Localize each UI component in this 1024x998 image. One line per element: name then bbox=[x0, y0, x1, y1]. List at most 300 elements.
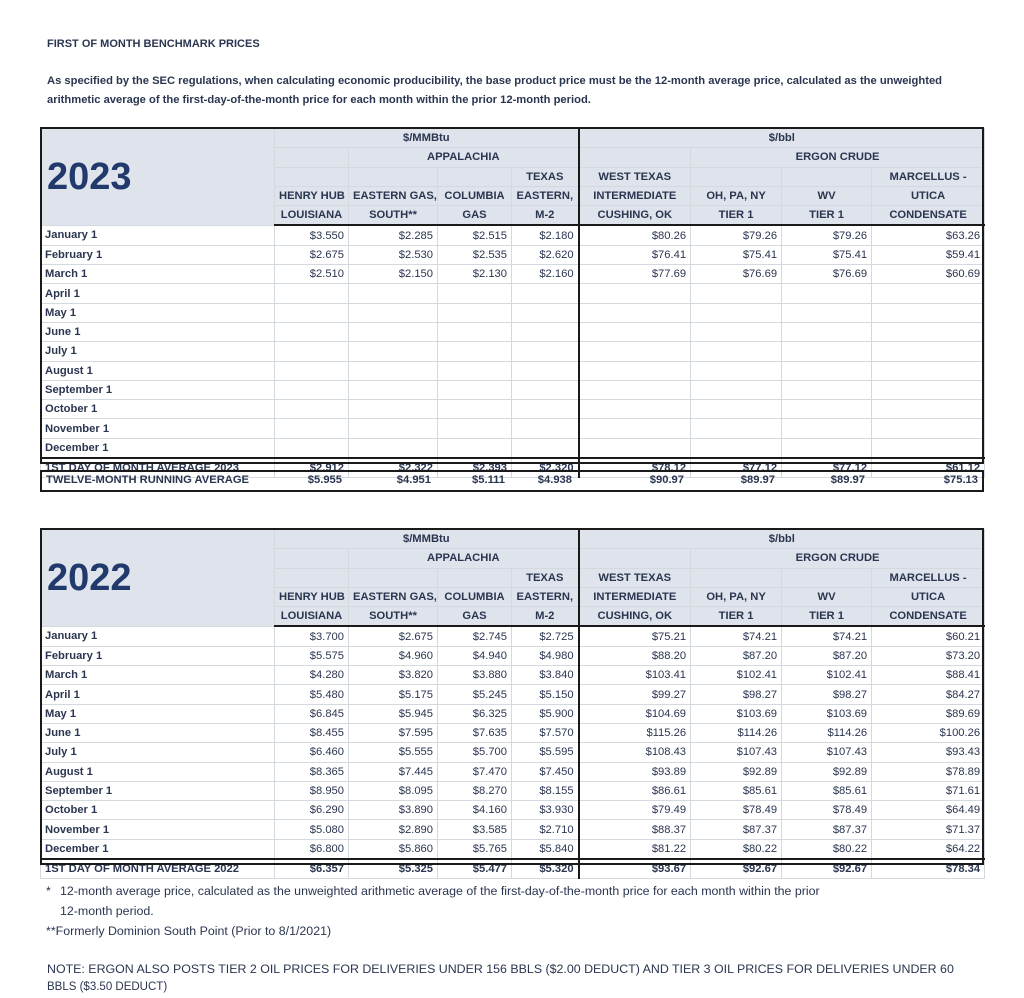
price-cell: $5.080 bbox=[275, 820, 349, 839]
price-cell: $5.900 bbox=[512, 704, 579, 723]
col-header: TIER 1 bbox=[691, 206, 782, 226]
price-cell: $85.61 bbox=[691, 781, 782, 800]
running-average-value: $4.938 bbox=[537, 474, 572, 486]
table-row bbox=[41, 419, 985, 438]
note-line-2: BBLS ($3.50 DEDUCT) bbox=[47, 981, 168, 993]
price-cell bbox=[512, 438, 579, 458]
price-cell: $73.20 bbox=[872, 646, 985, 665]
price-cell bbox=[691, 380, 782, 399]
table-row bbox=[41, 342, 985, 361]
col-header: LOUISIANA bbox=[275, 607, 349, 627]
price-cell bbox=[349, 400, 438, 419]
price-cell: $115.26 bbox=[579, 723, 691, 742]
month-label: January 1 bbox=[41, 225, 275, 245]
price-cell: $3.880 bbox=[438, 666, 512, 685]
price-cell bbox=[782, 303, 872, 322]
price-cell: $7.445 bbox=[349, 762, 438, 781]
price-cell bbox=[579, 419, 691, 438]
table-row bbox=[41, 801, 985, 820]
price-cell: $89.69 bbox=[872, 704, 985, 723]
price-cell: $79.49 bbox=[579, 801, 691, 820]
price-cell bbox=[579, 284, 691, 303]
price-cell: $79.26 bbox=[782, 225, 872, 245]
price-cell: $3.890 bbox=[349, 801, 438, 820]
average-value: $2.393 bbox=[438, 458, 512, 478]
col-header: MARCELLUS - bbox=[872, 167, 985, 186]
month-label: November 1 bbox=[41, 419, 275, 438]
col-header: WV bbox=[782, 587, 872, 606]
price-cell: $2.710 bbox=[512, 820, 579, 839]
price-cell: $98.27 bbox=[782, 685, 872, 704]
price-cell bbox=[691, 322, 782, 341]
running-average-label: TWELVE-MONTH RUNNING AVERAGE bbox=[46, 474, 250, 486]
price-cell: $3.930 bbox=[512, 801, 579, 820]
price-cell: $8.270 bbox=[438, 781, 512, 800]
price-cell: $93.89 bbox=[579, 762, 691, 781]
price-cell bbox=[782, 361, 872, 380]
running-average-value: $75.13 bbox=[943, 474, 978, 486]
price-cell bbox=[782, 380, 872, 399]
average-value: $93.67 bbox=[579, 859, 691, 879]
col-header: M-2 bbox=[512, 607, 579, 627]
price-cell: $103.69 bbox=[782, 704, 872, 723]
price-cell: $6.845 bbox=[275, 704, 349, 723]
average-value: $92.67 bbox=[691, 859, 782, 879]
price-cell bbox=[691, 438, 782, 458]
price-cell bbox=[512, 361, 579, 380]
table-row bbox=[41, 361, 985, 380]
col-header: COLUMBIA bbox=[438, 587, 512, 606]
col-header: MARCELLUS - bbox=[872, 568, 985, 587]
price-cell bbox=[782, 438, 872, 458]
price-cell: $76.69 bbox=[691, 265, 782, 284]
price-cell: $2.675 bbox=[275, 245, 349, 264]
note-line-1: NOTE: ERGON ALSO POSTS TIER 2 OIL PRICES FOR DELIVERIES UNDER 156 BBLS ($2.00 DEDUCT) AND TIER 3 OIL PRICES FOR DELIVERIES UNDER 60 bbox=[47, 962, 954, 976]
price-cell: $4.160 bbox=[438, 801, 512, 820]
month-label: October 1 bbox=[41, 400, 275, 419]
price-cell: $4.940 bbox=[438, 646, 512, 665]
col-header: HENRY HUB bbox=[275, 186, 349, 205]
price-cell bbox=[691, 284, 782, 303]
price-cell: $8.155 bbox=[512, 781, 579, 800]
price-cell bbox=[349, 284, 438, 303]
price-cell bbox=[782, 342, 872, 361]
price-cell bbox=[438, 400, 512, 419]
price-cell: $76.69 bbox=[782, 265, 872, 284]
col-header: SOUTH** bbox=[349, 607, 438, 627]
price-cell: $78.49 bbox=[691, 801, 782, 820]
running-average-value: $5.111 bbox=[472, 474, 505, 486]
running-average-value: $89.97 bbox=[740, 474, 775, 486]
price-cell: $100.26 bbox=[872, 723, 985, 742]
table-row bbox=[41, 704, 985, 723]
price-cell: $5.595 bbox=[512, 743, 579, 762]
running-average-row bbox=[40, 470, 984, 492]
unit-bbl: $/bbl bbox=[579, 129, 985, 148]
month-label: May 1 bbox=[41, 704, 275, 723]
price-cell: $8.950 bbox=[275, 781, 349, 800]
price-cell: $74.21 bbox=[691, 626, 782, 646]
month-label: June 1 bbox=[41, 723, 275, 742]
month-label: January 1 bbox=[41, 626, 275, 646]
price-cell: $2.745 bbox=[438, 626, 512, 646]
price-cell: $102.41 bbox=[691, 666, 782, 685]
price-cell bbox=[782, 322, 872, 341]
price-cell: $2.285 bbox=[349, 225, 438, 245]
price-cell: $2.535 bbox=[438, 245, 512, 264]
month-label: February 1 bbox=[41, 245, 275, 264]
price-cell: $7.570 bbox=[512, 723, 579, 742]
price-cell: $3.700 bbox=[275, 626, 349, 646]
price-cell bbox=[512, 419, 579, 438]
price-cell: $103.69 bbox=[691, 704, 782, 723]
average-value: $5.325 bbox=[349, 859, 438, 879]
col-header: WV bbox=[782, 186, 872, 205]
price-cell: $107.43 bbox=[691, 743, 782, 762]
price-cell: $5.840 bbox=[512, 839, 579, 859]
appalachia-header: APPALACHIA bbox=[349, 549, 579, 568]
price-cell: $2.530 bbox=[349, 245, 438, 264]
table-row bbox=[41, 685, 985, 704]
month-label: September 1 bbox=[41, 380, 275, 399]
price-cell: $2.130 bbox=[438, 265, 512, 284]
table-row bbox=[41, 225, 985, 245]
table-row bbox=[41, 626, 985, 646]
price-cell: $5.575 bbox=[275, 646, 349, 665]
price-cell: $107.43 bbox=[782, 743, 872, 762]
price-cell bbox=[691, 303, 782, 322]
month-label: September 1 bbox=[41, 781, 275, 800]
price-cell: $87.20 bbox=[782, 646, 872, 665]
price-cell bbox=[579, 438, 691, 458]
price-cell bbox=[512, 284, 579, 303]
price-cell: $76.41 bbox=[579, 245, 691, 264]
average-label: 1ST DAY OF MONTH AVERAGE 2022 bbox=[41, 859, 275, 879]
table-row bbox=[41, 322, 985, 341]
price-cell: $8.095 bbox=[349, 781, 438, 800]
col-header: M-2 bbox=[512, 206, 579, 226]
price-cell bbox=[349, 342, 438, 361]
month-label: March 1 bbox=[41, 265, 275, 284]
price-cell bbox=[512, 380, 579, 399]
price-cell: $2.725 bbox=[512, 626, 579, 646]
month-label: April 1 bbox=[41, 284, 275, 303]
price-cell bbox=[275, 322, 349, 341]
price-cell: $5.945 bbox=[349, 704, 438, 723]
price-cell: $108.43 bbox=[579, 743, 691, 762]
price-cell bbox=[349, 303, 438, 322]
price-cell: $5.555 bbox=[349, 743, 438, 762]
month-label: October 1 bbox=[41, 801, 275, 820]
price-cell bbox=[512, 322, 579, 341]
footnote-1-line-2: 12-month period. bbox=[60, 904, 154, 918]
col-header: WEST TEXAS bbox=[579, 568, 691, 587]
price-cell bbox=[872, 303, 985, 322]
col-header: COLUMBIA bbox=[438, 186, 512, 205]
table-row bbox=[41, 723, 985, 742]
price-cell: $3.820 bbox=[349, 666, 438, 685]
table-row bbox=[41, 646, 985, 665]
price-cell bbox=[782, 400, 872, 419]
col-header: OH, PA, NY bbox=[691, 587, 782, 606]
price-cell bbox=[872, 361, 985, 380]
table-row bbox=[41, 245, 985, 264]
average-value: $61.12 bbox=[872, 458, 985, 478]
col-header: UTICA bbox=[872, 587, 985, 606]
col-header: CUSHING, OK bbox=[579, 607, 691, 627]
price-cell: $75.41 bbox=[691, 245, 782, 264]
price-cell bbox=[579, 342, 691, 361]
price-cell: $59.41 bbox=[872, 245, 985, 264]
price-cell: $5.860 bbox=[349, 839, 438, 859]
price-cell bbox=[872, 438, 985, 458]
month-label: July 1 bbox=[41, 743, 275, 762]
price-cell: $98.27 bbox=[691, 685, 782, 704]
price-cell: $5.175 bbox=[349, 685, 438, 704]
month-label: December 1 bbox=[41, 839, 275, 859]
price-cell: $77.69 bbox=[579, 265, 691, 284]
price-cell bbox=[438, 303, 512, 322]
price-cell: $87.20 bbox=[691, 646, 782, 665]
footnote-star-mark: * bbox=[46, 884, 51, 898]
price-cell: $3.840 bbox=[512, 666, 579, 685]
price-cell bbox=[579, 322, 691, 341]
price-cell: $3.550 bbox=[275, 225, 349, 245]
col-header: HENRY HUB bbox=[275, 587, 349, 606]
price-cell bbox=[872, 284, 985, 303]
price-cell bbox=[275, 342, 349, 361]
price-cell: $75.41 bbox=[782, 245, 872, 264]
price-cell bbox=[438, 419, 512, 438]
price-cell: $2.620 bbox=[512, 245, 579, 264]
col-header: TEXAS bbox=[512, 167, 579, 186]
month-label: December 1 bbox=[41, 438, 275, 458]
col-header: SOUTH** bbox=[349, 206, 438, 226]
price-cell: $102.41 bbox=[782, 666, 872, 685]
col-header: EASTERN GAS, bbox=[349, 587, 438, 606]
running-average-value: $5.955 bbox=[307, 474, 342, 486]
price-cell bbox=[782, 284, 872, 303]
average-value: $5.477 bbox=[438, 859, 512, 879]
table-row bbox=[41, 303, 985, 322]
col-header: GAS bbox=[438, 607, 512, 627]
price-cell bbox=[438, 322, 512, 341]
price-cell: $4.280 bbox=[275, 666, 349, 685]
unit-mmbtu: $/MMBtu bbox=[275, 530, 579, 549]
average-value: $77.12 bbox=[782, 458, 872, 478]
price-cell: $4.980 bbox=[512, 646, 579, 665]
col-header: EASTERN, bbox=[512, 186, 579, 205]
average-value: $2.322 bbox=[349, 458, 438, 478]
price-cell: $114.26 bbox=[691, 723, 782, 742]
ergon-header: ERGON CRUDE bbox=[691, 549, 985, 568]
average-value: $77.12 bbox=[691, 458, 782, 478]
table-row bbox=[41, 284, 985, 303]
table-row bbox=[41, 400, 985, 419]
col-header: UTICA bbox=[872, 186, 985, 205]
price-cell: $85.61 bbox=[782, 781, 872, 800]
price-cell: $5.480 bbox=[275, 685, 349, 704]
price-cell: $60.69 bbox=[872, 265, 985, 284]
price-cell: $7.595 bbox=[349, 723, 438, 742]
price-cell bbox=[349, 361, 438, 380]
price-cell: $87.37 bbox=[691, 820, 782, 839]
price-cell bbox=[691, 400, 782, 419]
price-cell: $6.325 bbox=[438, 704, 512, 723]
year-label: 2023 bbox=[41, 129, 275, 226]
price-cell: $5.150 bbox=[512, 685, 579, 704]
price-cell: $2.180 bbox=[512, 225, 579, 245]
price-cell bbox=[275, 380, 349, 399]
table-row bbox=[41, 839, 985, 859]
col-header: CONDENSATE bbox=[872, 607, 985, 627]
intro-paragraph: As specified by the SEC regulations, when calculating economic producibility, the base product price must be the 12-month average price, calculated as the unweighted arithmetic average of the first-day-of-the-month price for each month within the prior 12-month period. bbox=[47, 75, 942, 106]
price-cell: $2.510 bbox=[275, 265, 349, 284]
price-cell: $5.245 bbox=[438, 685, 512, 704]
average-value: $2.320 bbox=[512, 458, 579, 478]
price-cell: $93.43 bbox=[872, 743, 985, 762]
price-cell: $2.515 bbox=[438, 225, 512, 245]
price-cell: $4.960 bbox=[349, 646, 438, 665]
col-header: EASTERN GAS, bbox=[349, 186, 438, 205]
price-cell: $104.69 bbox=[579, 704, 691, 723]
col-header: TIER 1 bbox=[782, 206, 872, 226]
price-cell: $64.22 bbox=[872, 839, 985, 859]
price-cell: $2.160 bbox=[512, 265, 579, 284]
price-cell bbox=[579, 380, 691, 399]
price-cell: $79.26 bbox=[691, 225, 782, 245]
price-cell bbox=[579, 361, 691, 380]
running-average-value: $90.97 bbox=[649, 474, 684, 486]
average-value: $5.320 bbox=[512, 859, 579, 879]
price-cell bbox=[349, 438, 438, 458]
price-cell bbox=[691, 361, 782, 380]
average-value: $2.912 bbox=[275, 458, 349, 478]
col-header: TIER 1 bbox=[782, 607, 872, 627]
month-label: November 1 bbox=[41, 820, 275, 839]
price-cell: $6.290 bbox=[275, 801, 349, 820]
price-cell: $74.21 bbox=[782, 626, 872, 646]
price-cell: $80.22 bbox=[782, 839, 872, 859]
table-row bbox=[41, 265, 985, 284]
average-value: $92.67 bbox=[782, 859, 872, 879]
table-row bbox=[41, 743, 985, 762]
footnote-1-line-1: 12-month average price, calculated as the unweighted arithmetic average of the first-day-of-the-month price for each month within the prior bbox=[60, 884, 820, 898]
price-cell bbox=[275, 400, 349, 419]
running-average-value: $4.951 bbox=[396, 474, 431, 486]
price-cell bbox=[438, 342, 512, 361]
table-row bbox=[41, 820, 985, 839]
price-cell: $103.41 bbox=[579, 666, 691, 685]
price-cell bbox=[512, 400, 579, 419]
table-header bbox=[41, 129, 985, 226]
month-label: June 1 bbox=[41, 322, 275, 341]
price-cell: $5.700 bbox=[438, 743, 512, 762]
price-cell: $2.150 bbox=[349, 265, 438, 284]
unit-bbl: $/bbl bbox=[579, 530, 985, 549]
price-cell: $7.470 bbox=[438, 762, 512, 781]
price-cell: $92.89 bbox=[691, 762, 782, 781]
average-value: $6.357 bbox=[275, 859, 349, 879]
price-cell: $99.27 bbox=[579, 685, 691, 704]
month-label: February 1 bbox=[41, 646, 275, 665]
price-cell: $80.22 bbox=[691, 839, 782, 859]
price-cell bbox=[691, 419, 782, 438]
price-cell: $7.635 bbox=[438, 723, 512, 742]
price-cell: $63.26 bbox=[872, 225, 985, 245]
price-cell bbox=[872, 322, 985, 341]
month-label: August 1 bbox=[41, 762, 275, 781]
price-cell: $88.41 bbox=[872, 666, 985, 685]
price-cell bbox=[579, 400, 691, 419]
price-cell: $92.89 bbox=[782, 762, 872, 781]
price-cell bbox=[872, 400, 985, 419]
month-label: March 1 bbox=[41, 666, 275, 685]
price-cell: $6.460 bbox=[275, 743, 349, 762]
price-cell: $88.20 bbox=[579, 646, 691, 665]
col-header: OH, PA, NY bbox=[691, 186, 782, 205]
col-header: LOUISIANA bbox=[275, 206, 349, 226]
price-cell bbox=[438, 361, 512, 380]
table-row bbox=[41, 666, 985, 685]
price-cell: $2.675 bbox=[349, 626, 438, 646]
price-cell bbox=[275, 361, 349, 380]
table-body bbox=[41, 626, 985, 878]
month-label: August 1 bbox=[41, 361, 275, 380]
price-cell bbox=[275, 303, 349, 322]
benchmark-table-2023 bbox=[40, 128, 985, 478]
col-header: WEST TEXAS bbox=[579, 167, 691, 186]
page-title: FIRST OF MONTH BENCHMARK PRICES bbox=[47, 38, 260, 50]
year-label: 2022 bbox=[41, 530, 275, 627]
col-header: INTERMEDIATE bbox=[579, 587, 691, 606]
col-header: CONDENSATE bbox=[872, 206, 985, 226]
price-cell: $78.49 bbox=[782, 801, 872, 820]
price-cell: $8.365 bbox=[275, 762, 349, 781]
average-row bbox=[41, 859, 985, 879]
price-cell bbox=[349, 380, 438, 399]
col-header: EASTERN, bbox=[512, 587, 579, 606]
price-cell: $75.21 bbox=[579, 626, 691, 646]
price-cell bbox=[512, 303, 579, 322]
running-average-value: $89.97 bbox=[830, 474, 865, 486]
price-cell bbox=[579, 303, 691, 322]
price-cell bbox=[349, 419, 438, 438]
price-cell bbox=[512, 342, 579, 361]
month-label: May 1 bbox=[41, 303, 275, 322]
price-cell: $88.37 bbox=[579, 820, 691, 839]
price-cell: $80.26 bbox=[579, 225, 691, 245]
price-cell bbox=[782, 419, 872, 438]
price-cell bbox=[872, 419, 985, 438]
average-value: $78.34 bbox=[872, 859, 985, 879]
month-label: April 1 bbox=[41, 685, 275, 704]
price-cell bbox=[872, 342, 985, 361]
col-header: INTERMEDIATE bbox=[579, 186, 691, 205]
footnote-2: **Formerly Dominion South Point (Prior to 8/1/2021) bbox=[46, 924, 332, 938]
price-cell bbox=[438, 284, 512, 303]
price-cell: $6.800 bbox=[275, 839, 349, 859]
price-cell bbox=[275, 438, 349, 458]
average-label: 1ST DAY OF MONTH AVERAGE 2023 bbox=[41, 458, 275, 478]
price-cell: $87.37 bbox=[782, 820, 872, 839]
table-row bbox=[41, 781, 985, 800]
price-cell bbox=[438, 380, 512, 399]
price-cell: $5.765 bbox=[438, 839, 512, 859]
price-cell bbox=[275, 419, 349, 438]
unit-mmbtu: $/MMBtu bbox=[275, 129, 579, 148]
table-row bbox=[41, 762, 985, 781]
